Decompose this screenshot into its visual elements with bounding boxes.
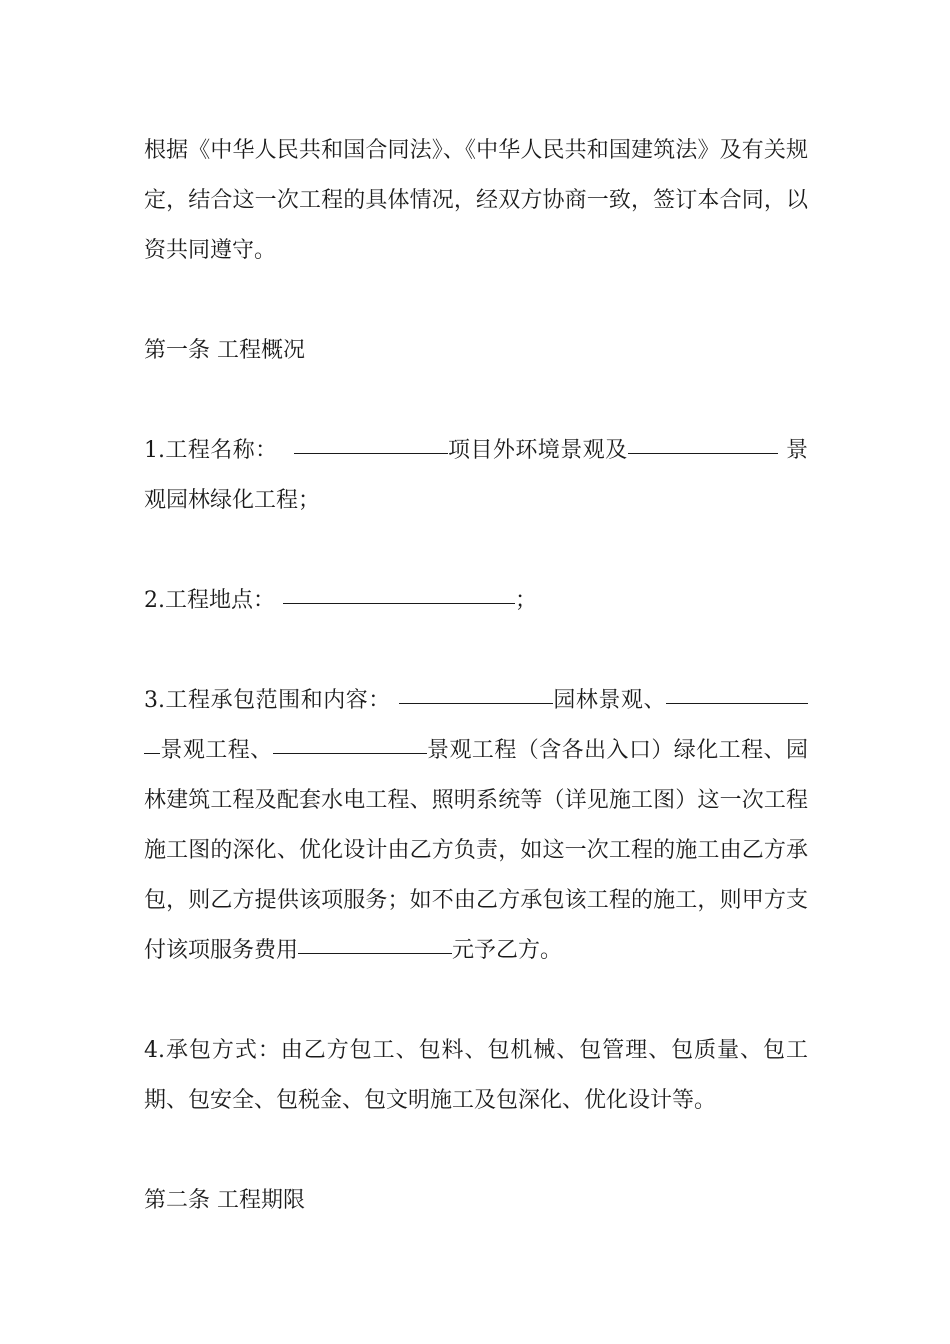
item3-text-b: 景观工程、: [160, 738, 273, 763]
item4-text: 承包方式：由乙方包工、包料、包机械、包管理、包质量、包工期、包安全、包税金、包文明施工及包深化、优化设计等。: [144, 1038, 808, 1113]
item3-text-a: 园林景观、: [552, 688, 666, 713]
project-name-blank[interactable]: [294, 452, 448, 454]
item1-paragraph: [144, 426, 808, 526]
spacer: [144, 526, 808, 576]
item2-paragraph: [144, 576, 808, 626]
spacer: [144, 276, 808, 326]
item1-label: 工程名称：: [165, 438, 278, 463]
item3-label: 工程承包范围和内容：: [165, 688, 391, 713]
item3-number: 3.: [144, 688, 165, 713]
item3-text-d: 元予乙方。: [452, 938, 563, 963]
item2-number: 2.: [144, 588, 165, 613]
item1-text-end: 景观园林绿化工程；: [144, 438, 808, 513]
spacer: [144, 976, 808, 1026]
item4-number: 4.: [144, 1038, 165, 1063]
item3-text-c: 景观工程（含各出入口）绿化工程、园林建筑工程及配套水电工程、照明系统等（详见施工图）这一次工程施工图的深化、优化设计由乙方负责，如这一次工程的施工由乙方承包，则乙方提供该项服务；如不由乙方承包该工程的施工，则甲方支付该项服务费用: [144, 738, 808, 963]
item2-label: 工程地点：: [165, 588, 276, 613]
spacer: [144, 626, 808, 676]
article2-heading: 第二条 工程期限: [144, 1188, 305, 1213]
service-fee-blank[interactable]: [298, 952, 452, 954]
scope-blank-b-cont: [144, 752, 160, 754]
project-location-blank[interactable]: [283, 602, 515, 604]
item2-text-end: ；: [515, 588, 538, 613]
item1-text-mid: 项目外环境景观及: [447, 438, 628, 463]
scope-blank-b[interactable]: [666, 702, 808, 704]
scope-blank-c[interactable]: [273, 752, 427, 754]
spacer: [144, 376, 808, 426]
spacer: [144, 1126, 808, 1176]
item4-paragraph: [144, 1026, 808, 1126]
landscape-name-blank[interactable]: [628, 452, 778, 454]
scope-blank-a[interactable]: [399, 702, 553, 704]
item3-paragraph: [144, 676, 808, 976]
document-page: [144, 126, 808, 1226]
item1-number: 1.: [144, 438, 165, 463]
intro-paragraph: 根据《中华人民共和国合同法》、《中华人民共和国建筑法》及有关规定，结合这一次工程的具体情况，经双方协商一致，签订本合同，以资共同遵守。: [144, 138, 808, 263]
article1-heading: 第一条 工程概况: [144, 338, 305, 363]
